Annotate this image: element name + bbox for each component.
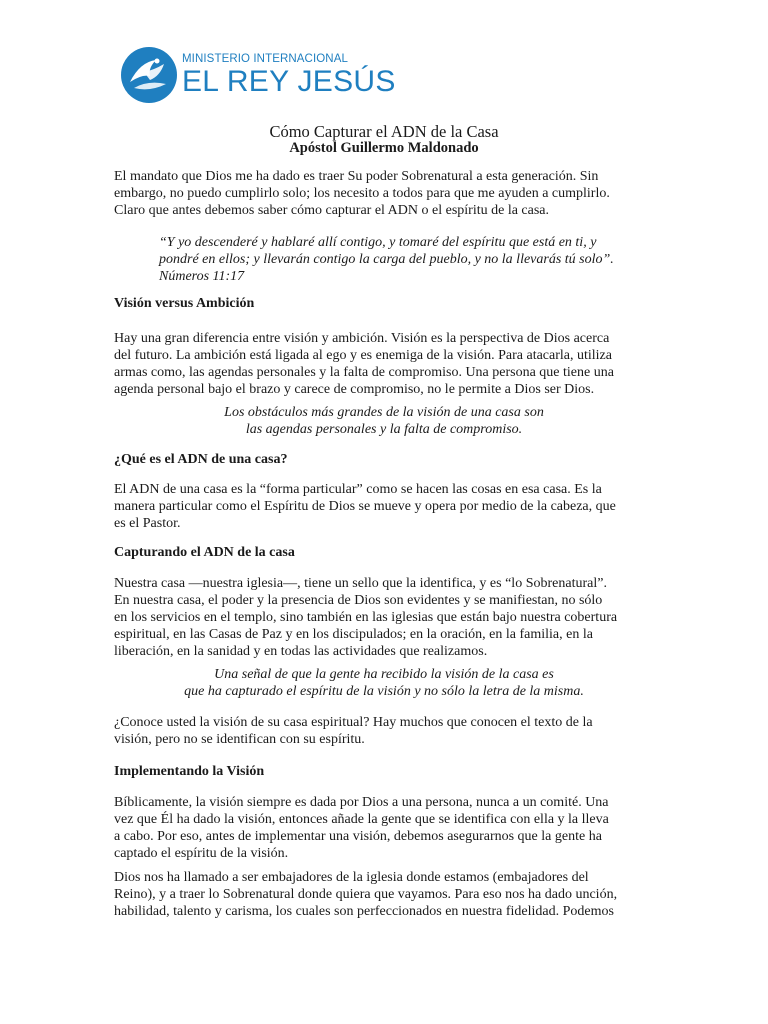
text-line: habilidad, talento y carisma, los cuales son perfeccionados en nuestra fidelidad. Podemos [114,904,614,919]
quote-line: pondré en ellos; y llevarán contigo la carga del pueblo, y no la llevarás tú solo”. [159,252,614,267]
text-line: embargo, no puedo cumplirlo solo; los necesito a todos para que me ayuden a cumplirlo. [114,186,610,201]
text-line: El ADN de una casa es la “forma particular” como se hacen las cosas en esa casa. Es la [114,482,602,497]
paragraph-vision [114,330,674,398]
text-line: manera particular como el Espíritu de Dios se mueve y opera por medio de la cabeza, que [114,499,616,514]
heading-implementing-vision: Implementando la Visión [114,764,265,779]
quote-line: “Y yo descenderé y hablaré allí contigo, y tomaré del espíritu que está en ti, y [159,235,597,250]
heading-capturing-dna: Capturando el ADN de la casa [114,545,295,560]
paragraph-biblical [114,794,674,862]
text-line: Claro que antes debemos saber cómo capturar el ADN o el espíritu de la casa. [114,203,550,218]
text-line: Nuestra casa —nuestra iglesia—, tiene un sello que la identifica, y es “lo Sobrenatural”. [114,576,607,591]
paragraph-ambassadors [114,869,674,920]
text-line: liberación, en la sanidad y en todas las actividades que realizamos. [114,644,488,659]
highlight-quote-sign [0,666,768,700]
heading-vision-ambition: Visión versus Ambición [114,296,255,311]
text-line: Reino), y a traer lo Sobrenatural donde quiera que vayamos. Para eso nos ha dado unción, [114,887,618,902]
text-line: a cabo. Por eso, antes de implementar una visión, debemos asegurarnos que la gente ha [114,829,602,844]
text-line: captado el espíritu de la visión. [114,846,289,861]
text-line: Hay una gran diferencia entre visión y ambición. Visión es la perspectiva de Dios acerca [114,331,610,346]
text-line: del futuro. La ambición está ligada al ego y es enemiga de la visión. Para atacarla, utiliza [114,348,612,363]
text-line: agenda personal bajo el brazo y carece de compromiso, no le permite a Dios ser Dios. [114,382,595,397]
text-line: es el Pastor. [114,516,181,531]
paragraph-question [114,714,674,748]
text-line: espiritual, en las Casas de Paz y en los discipulados; en la oración, en la familia, en la [114,627,593,642]
dove-logo-icon [120,46,178,104]
text-line: vez que Él ha dado la visión, entonces añade la gente que se identifica con ella y la lleva [114,812,609,827]
quote-line: Números 11:17 [159,269,245,284]
scripture-quote [159,234,679,285]
highlight-quote-obstacles [0,404,768,438]
text-line: en los servicios en el templo, sino también en las iglesias que están bajo nuestra cobertura [114,610,618,625]
text-line: Bíblicamente, la visión siempre es dada por Dios a una persona, nunca a un comité. Una [114,795,609,810]
text-line: Dios nos ha llamado a ser embajadores de la iglesia donde estamos (embajadores del [114,870,589,885]
quote-line: Los obstáculos más grandes de la visión de una casa son [224,405,544,420]
quote-line: que ha capturado el espíritu de la visión y no sólo la letra de la misma. [184,684,584,699]
logo-church-name: EL REY JESÚS [182,65,396,98]
heading-dna-house: ¿Qué es el ADN de una casa? [114,452,288,467]
document-title: Cómo Capturar el ADN de la Casa [269,122,499,141]
logo-ministry-label: MINISTERIO INTERNACIONAL [182,53,348,65]
text-line: El mandato que Dios me ha dado es traer Su poder Sobrenatural a esta generación. Sin [114,169,599,184]
paragraph-dna [114,481,674,532]
document-author: Apóstol Guillermo Maldonado [289,140,479,156]
text-line: armas como, las agendas personales y la falta de compromiso. Una persona que tiene una [114,365,614,380]
quote-line: Una señal de que la gente ha recibido la visión de la casa es [214,667,554,682]
text-line: visión, pero no se identifican con su espíritu. [114,732,365,747]
paragraph-intro [114,168,674,219]
ministry-logo [120,46,396,104]
logo-text [182,52,396,98]
text-line: ¿Conoce usted la visión de su casa espiritual? Hay muchos que conocen el texto de la [114,715,593,730]
quote-line: las agendas personales y la falta de compromiso. [245,422,523,437]
paragraph-our-house [114,575,674,660]
text-line: En nuestra casa, el poder y la presencia de Dios son evidentes y se manifiestan, no sólo [114,593,603,608]
